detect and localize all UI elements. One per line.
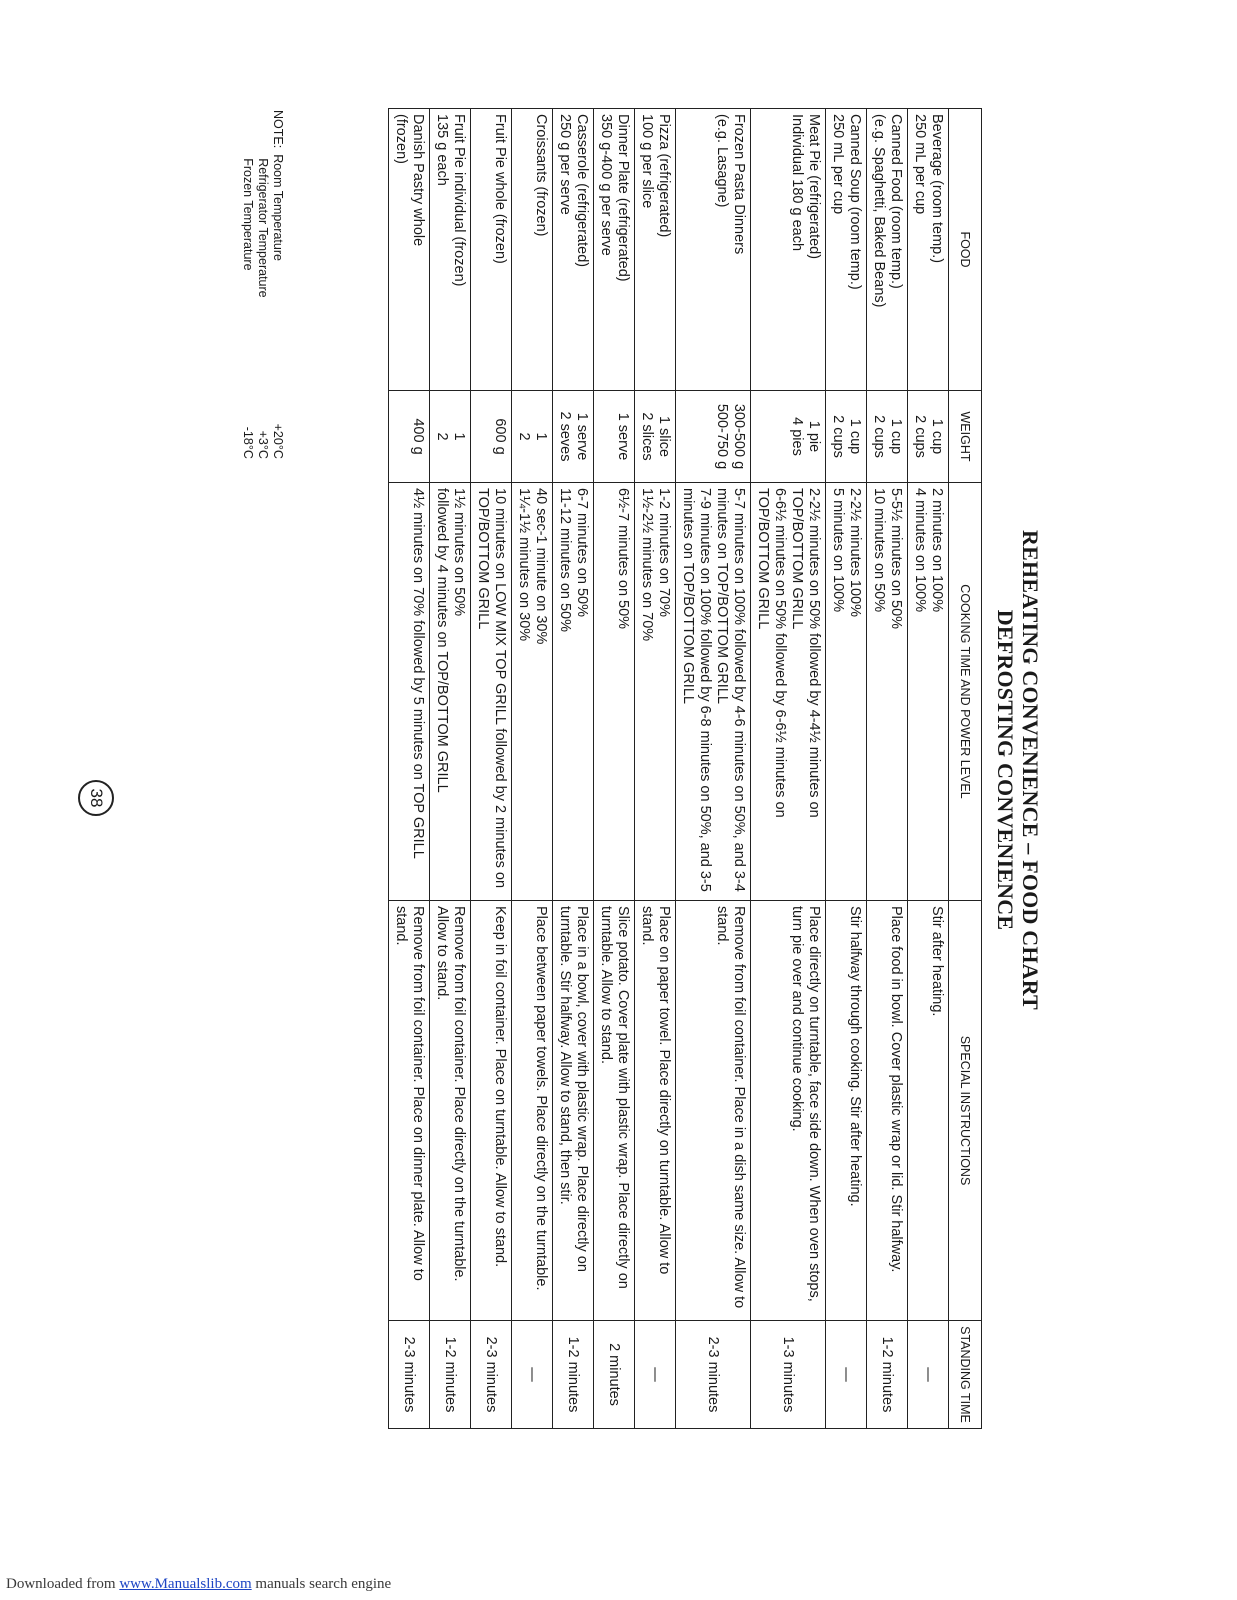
special-instructions-cell: Keep in foil container. Place on turntable. Allow to stand. xyxy=(471,901,512,1321)
cooking-cell xyxy=(430,483,471,901)
standing-time-cell: — xyxy=(908,1321,949,1429)
standing-time-cell: 1-2 minutes xyxy=(553,1321,594,1429)
cooking-text: 5-5½ minutes on 50% xyxy=(888,488,904,630)
food-text: Individual 180 g each xyxy=(789,114,805,252)
food-text: 250 g per serve xyxy=(557,114,573,215)
footer-prefix: Downloaded from xyxy=(6,1576,120,1592)
cooking-text: 1-2 minutes on 70% xyxy=(656,488,672,617)
header-row xyxy=(949,109,982,1429)
cooking-cell xyxy=(908,483,949,901)
food-text: Canned Food (room temp.) xyxy=(888,114,904,289)
food-group-row xyxy=(389,109,430,1429)
cooking-text: 4 minutes on 100% xyxy=(912,488,928,613)
weight-text: 2 cups xyxy=(871,415,887,458)
standing-time-cell: 1-3 minutes xyxy=(751,1321,826,1429)
food-text: Dinner Plate (refrigerated) xyxy=(615,114,631,282)
note-name-fridge: Refrigerator Temperature xyxy=(256,158,270,298)
header-special: SPECIAL INSTRUCTIONS xyxy=(949,901,982,1321)
weight-text: 2 seves xyxy=(557,411,573,462)
food-cell xyxy=(635,109,676,391)
weight-text: 1 pie xyxy=(806,420,822,453)
weight-text: 1 xyxy=(451,432,467,441)
weight-cell xyxy=(751,391,826,483)
food-text: Frozen Pasta Dinners xyxy=(731,114,747,255)
cooking-text: 10 minutes on LOW MIX TOP GRILL followed by 2 minutes on TOP/BOTTOM GRILL xyxy=(475,488,508,889)
standing-time-cell: 2-3 minutes xyxy=(676,1321,751,1429)
food-text: Pizza (refrigerated) xyxy=(656,114,672,238)
weight-cell xyxy=(635,391,676,483)
food-group-row xyxy=(512,109,553,1429)
food-cell xyxy=(389,109,430,391)
note-value-room: +20°C xyxy=(271,423,285,459)
food-group-row xyxy=(826,109,867,1429)
note-name-frozen: Frozen Temperature xyxy=(241,158,255,271)
weight-cell xyxy=(826,391,867,483)
special-instructions-cell: Place food in bowl. Cover plastic wrap or lid. Stir halfway. xyxy=(867,901,908,1321)
cooking-cell xyxy=(826,483,867,901)
food-cell xyxy=(430,109,471,391)
cooking-text: 4½ minutes on 70% followed by 5 minutes on TOP GRILL xyxy=(410,488,426,859)
cooking-text: 1½-2½ minutes on 70% xyxy=(639,488,655,642)
food-text: Croissants (frozen) xyxy=(533,114,549,237)
weight-text: 2 xyxy=(434,432,450,441)
weight-cell xyxy=(908,391,949,483)
food-group-row xyxy=(635,109,676,1429)
weight-text: 2 cups xyxy=(912,415,928,458)
header-weight: WEIGHT xyxy=(949,391,982,483)
cooking-text: 7-9 minutes on 100% followed by 6-8 minutes on 50%, and 3-5 minutes on TOP/BOTTOM GRILL xyxy=(680,488,713,892)
special-instructions-cell: Place on paper towel. Place directly on turntable. Allow to stand. xyxy=(635,901,676,1321)
weight-text: 1 serve xyxy=(574,412,590,461)
cooking-cell xyxy=(553,483,594,901)
page-title xyxy=(993,100,1043,1440)
special-instructions-cell: Place between paper towels. Place directly on the turntable. xyxy=(512,901,553,1321)
weight-text: 1 cup xyxy=(847,418,863,455)
standing-time-cell: 1-2 minutes xyxy=(430,1321,471,1429)
food-text: 250 mL per cup xyxy=(912,114,928,215)
food-group-row xyxy=(553,109,594,1429)
food-cell xyxy=(553,109,594,391)
special-instructions-cell: Stir after heating. xyxy=(908,901,949,1321)
cooking-text: 1¼-1½ minutes on 30% xyxy=(516,488,532,642)
food-text: (e.g. Spaghetti, Baked Beans) xyxy=(871,114,887,308)
note-label: NOTE: xyxy=(271,110,285,149)
food-cell xyxy=(826,109,867,391)
food-group-row xyxy=(908,109,949,1429)
special-instructions-cell: Stir halfway through cooking. Stir after heating. xyxy=(826,901,867,1321)
special-instructions-cell: Remove from foil container. Place in a dish same size. Allow to stand. xyxy=(676,901,751,1321)
cooking-text: 2 minutes on 100% xyxy=(929,488,945,613)
weight-text: 1 cup xyxy=(929,418,945,455)
weight-cell xyxy=(471,391,512,483)
note-value-fridge: +3°C xyxy=(256,430,270,459)
cooking-cell xyxy=(471,483,512,901)
note-value-frozen: -18°C xyxy=(241,426,255,459)
food-text: (frozen) xyxy=(393,114,409,164)
cooking-cell xyxy=(512,483,553,901)
cooking-cell xyxy=(676,483,751,901)
header-cooking: COOKING TIME AND POWER LEVEL xyxy=(949,483,982,901)
food-group-row xyxy=(471,109,512,1429)
weight-text: 1 serve xyxy=(615,412,631,461)
food-text: Casserole (refrigerated) xyxy=(574,114,590,268)
food-text: Fruit Pie individual (frozen) xyxy=(451,114,467,287)
cooking-cell xyxy=(635,483,676,901)
weight-cell xyxy=(389,391,430,483)
standing-time-cell: 2-3 minutes xyxy=(389,1321,430,1429)
cooking-text: 11-12 minutes on 50% xyxy=(557,488,573,633)
weight-text: 2 cups xyxy=(830,415,846,458)
title-line-1: REHEATING CONVENIENCE – FOOD CHART xyxy=(1018,530,1043,1010)
food-text: Danish Pastry whole xyxy=(410,114,426,247)
food-text: Canned Soup (room temp.) xyxy=(847,114,863,290)
food-text: Beverage (room temp.) xyxy=(929,114,945,264)
cooking-cell xyxy=(867,483,908,901)
cooking-text: 6-6½ minutes on 50% followed by 6-6½ minutes on TOP/BOTTOM GRILL xyxy=(755,488,788,818)
weight-cell xyxy=(676,391,751,483)
standing-time-cell: — xyxy=(512,1321,553,1429)
manualslib-link[interactable]: www.Manualslib.com xyxy=(119,1576,252,1592)
weight-text: 600 g xyxy=(492,418,508,455)
food-cell xyxy=(908,109,949,391)
food-text: 250 mL per cup xyxy=(830,114,846,215)
weight-text: 1 xyxy=(533,432,549,441)
standing-time-cell: 1-2 minutes xyxy=(867,1321,908,1429)
food-group-row xyxy=(594,109,635,1429)
title-line-2: DEFROSTING CONVENIENCE xyxy=(993,609,1018,931)
cooking-text: 40 sec-1 minute on 30% xyxy=(533,488,549,645)
cooking-text: followed by 4 minutes on TOP/BOTTOM GRILL xyxy=(434,488,450,793)
header-food: FOOD xyxy=(949,109,982,391)
note-name-room: Room Temperature xyxy=(271,154,285,261)
special-instructions-cell: Place directly on turntable, face side down. When oven stops, turn pie over and continue cooking. xyxy=(751,901,826,1321)
header-standing: STANDING TIME xyxy=(949,1321,982,1429)
food-text: 135 g each xyxy=(434,114,450,186)
special-instructions-cell: Remove from foil container. Place directly on the turntable. Allow to stand. xyxy=(430,901,471,1321)
food-text: 100 g per slice xyxy=(639,114,655,209)
food-chart-table xyxy=(388,108,982,1429)
weight-text: 2 slices xyxy=(639,412,655,461)
food-cell xyxy=(676,109,751,391)
cooking-text: 5 minutes on 100% xyxy=(830,488,846,613)
weight-text: 1 cup xyxy=(888,418,904,455)
food-text: (e.g. Lasagne) xyxy=(714,114,730,208)
cooking-text: 2-2½ minutes on 50% followed by 4-4½ minutes on TOP/BOTTOM GRILL xyxy=(789,488,822,818)
special-instructions-cell: Slice potato. Cover plate with plastic wrap. Place directly on turntable. Allow to stand. xyxy=(594,901,635,1321)
food-group-row xyxy=(676,109,751,1429)
food-text: Fruit Pie whole (frozen) xyxy=(492,114,508,264)
rotated-page xyxy=(115,100,1055,1440)
standing-time-cell: — xyxy=(635,1321,676,1429)
cooking-text: 6½-7 minutes on 50% xyxy=(615,488,631,630)
food-cell xyxy=(867,109,908,391)
food-text: Meat Pie (refrigerated) xyxy=(806,114,822,260)
cooking-cell xyxy=(751,483,826,901)
weight-text: 2 xyxy=(516,432,532,441)
weight-cell xyxy=(867,391,908,483)
cooking-text: 5-7 minutes on 100% followed by 4-6 minutes on 50%, and 3-4 minutes on TOP/BOTTOM GRILL xyxy=(714,488,747,892)
food-cell xyxy=(471,109,512,391)
standing-time-cell: — xyxy=(826,1321,867,1429)
weight-cell xyxy=(430,391,471,483)
weight-text: 1 slice xyxy=(656,415,672,458)
food-group-row xyxy=(751,109,826,1429)
standing-time-cell: 2 minutes xyxy=(594,1321,635,1429)
page-number: 38 xyxy=(78,780,114,816)
weight-cell xyxy=(594,391,635,483)
food-group-row xyxy=(430,109,471,1429)
weight-cell xyxy=(512,391,553,483)
special-instructions-cell: Remove from foil container. Place on dinner plate. Allow to stand. xyxy=(389,901,430,1321)
special-instructions-cell: Place in a bowl, cover with plastic wrap. Place directly on turntable. Stir halfway. Allow to stand, then stir. xyxy=(553,901,594,1321)
food-group-row xyxy=(867,109,908,1429)
standing-time-cell: 2-3 minutes xyxy=(471,1321,512,1429)
weight-text: 500-750 g xyxy=(714,403,730,470)
footer-suffix: manuals search engine xyxy=(251,1576,392,1592)
cooking-cell xyxy=(389,483,430,901)
food-text: 350 g-400 g per serve xyxy=(598,114,614,256)
cooking-text: 10 minutes on 50% xyxy=(871,488,887,613)
chart-body xyxy=(389,109,949,1429)
weight-text: 300-500 g xyxy=(731,403,747,470)
weight-text: 4 pies xyxy=(789,417,805,456)
cooking-text: 2-2½ minutes 100% xyxy=(847,488,863,617)
cooking-cell xyxy=(594,483,635,901)
food-cell xyxy=(512,109,553,391)
download-footer xyxy=(6,1576,391,1593)
cooking-text: 1½ minutes on 50% xyxy=(451,488,467,617)
food-cell xyxy=(751,109,826,391)
cooking-text: 6-7 minutes on 50% xyxy=(574,488,590,617)
food-cell xyxy=(594,109,635,391)
weight-text: 400 g xyxy=(410,418,426,455)
temperature-note xyxy=(240,110,285,465)
weight-cell xyxy=(553,391,594,483)
